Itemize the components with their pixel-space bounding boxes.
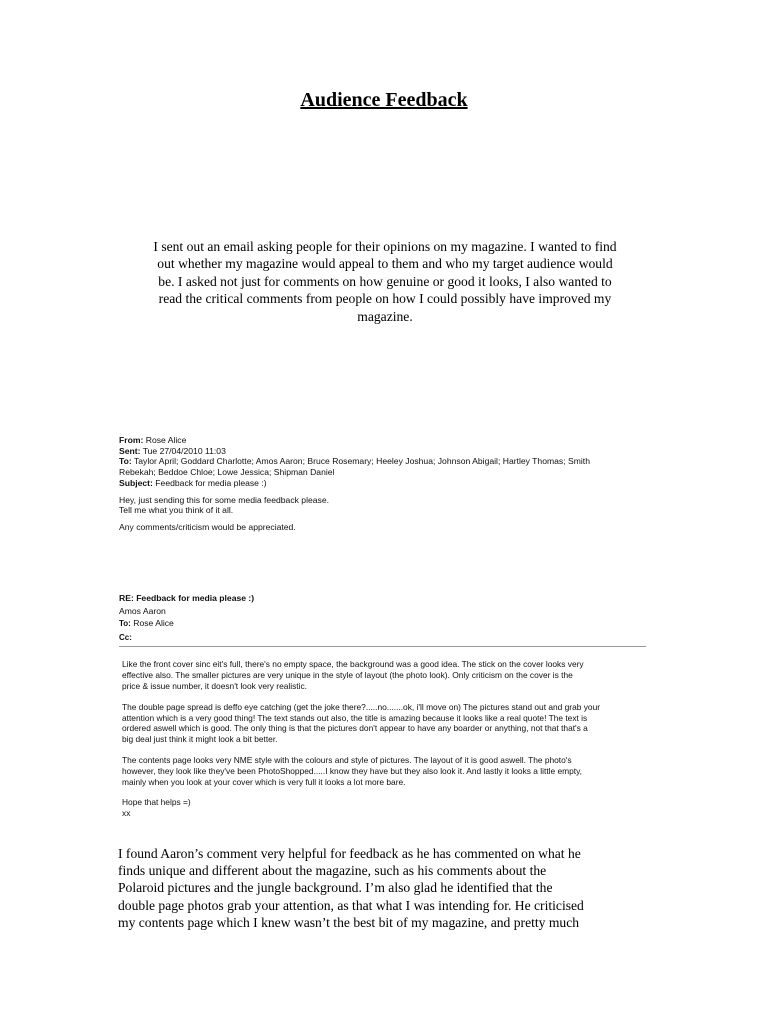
reply-line: effective also. The smaller pictures are very unique in the style of layout (the photo look). Only criticism on the cover is the: [122, 670, 573, 681]
intro-line: read the critical comments from people on how I could possibly have improved my: [158, 291, 612, 307]
intro-paragraph: [112, 238, 658, 325]
document-title: Audience Feedback: [300, 89, 468, 111]
email-subject-row: [119, 478, 659, 489]
reply-header-divider: [119, 646, 646, 647]
reply-line: The double page spread is deffo eye catching (get the joke there?.....no.......ok, i'll move on) The pictures stand out and grab your: [122, 701, 601, 712]
email-from-row: [119, 435, 659, 446]
email-original-screenshot: [119, 435, 659, 533]
email-sent-label: Sent:: [119, 445, 141, 456]
reply-line: however, they look like they've been PhotoShopped.....I know they have but they also look it. And lastly it looks a little empty,: [122, 765, 583, 776]
email-sent-row: [119, 446, 659, 457]
email-sent-value: Tue 27/04/2010 11:03: [142, 445, 226, 456]
email-from-value: Rose Alice: [145, 435, 187, 445]
email-from-label: From:: [119, 435, 144, 445]
reply-cc-label: Cc:: [119, 632, 132, 642]
intro-line: be. I asked not just for comments on how genuine or good it looks, I also wanted to: [158, 273, 612, 289]
reply-subject: RE: Feedback for media please :): [119, 593, 255, 603]
intro-line: magazine.: [357, 308, 413, 324]
reply-cc-row: [119, 631, 649, 645]
reply-signoff: Hope that helps =): [122, 797, 191, 808]
intro-line: I sent out an email asking people for their opinions on my magazine. I wanted to find: [153, 239, 617, 254]
reply-signoff: xx: [122, 808, 131, 819]
email-reply-screenshot: [119, 592, 649, 819]
email-body-closing: [119, 522, 659, 533]
email-body-line: Hey, just sending this for some media feedback please.: [119, 494, 330, 505]
reply-line: price & issue number, it doesn't look very realistic.: [122, 680, 307, 691]
analysis-line: double page photos grab your attention, as that what I was intending for. He criticised: [118, 897, 584, 913]
analysis-paragraph: [118, 845, 658, 931]
reply-line: big deal just think it might look a bit better.: [122, 734, 278, 745]
email-body: [119, 495, 659, 516]
reply-to-row: [119, 617, 649, 631]
reply-line: Like the front cover sinc eit's full, there's no empty space, the background was a good idea. The stick on the cover looks very: [122, 659, 584, 670]
reply-message: [122, 659, 649, 819]
reply-header: [119, 592, 649, 644]
email-subject-value: Feedback for media please :): [155, 477, 267, 488]
reply-line: ordered aswell which is good. The only thing is that the pictures don't appear to have any boarder or anything, not that that's a: [122, 723, 588, 734]
reply-to-value: Rose Alice: [133, 618, 174, 629]
email-to-label: To:: [119, 456, 132, 467]
reply-to-label: To:: [119, 619, 131, 629]
email-body-line: Tell me what you think of it all.: [119, 505, 234, 516]
analysis-line: I found Aaron’s comment very helpful for feedback as he has commented on what he: [118, 846, 581, 861]
email-to-row: [119, 456, 659, 467]
email-subject-label: Subject:: [119, 477, 153, 488]
reply-sender: Amos Aaron: [119, 605, 166, 616]
reply-line: The contents page looks very NME style with the colours and style of pictures. The layout of it is good aswell. The photo's: [122, 754, 572, 765]
intro-line: out whether my magazine would appeal to them and who my target audience would: [157, 256, 613, 272]
email-to-row-continued: Rebekah; Beddoe Chloe; Lowe Jessica; Shipman Daniel: [119, 467, 335, 478]
analysis-line: finds unique and different about the magazine, such as his comments about the: [118, 863, 547, 879]
email-to-value: Taylor April; Goddard Charlotte; Amos Aaron; Bruce Rosemary; Heeley Joshua; Johnson Abigail; Hartley Thomas; Smith: [133, 456, 590, 467]
reply-line: mainly when you look at your cover which is very full it looks a lot more bare.: [122, 776, 406, 787]
email-body-line: Any comments/criticism would be appreciated.: [119, 521, 296, 532]
analysis-line: my contents page which I knew wasn’t the best bit of my magazine, and pretty much: [118, 914, 580, 930]
analysis-line: Polaroid pictures and the jungle background. I’m also glad he identified that the: [118, 880, 553, 896]
reply-line: attention which is a very good thing! The text stands out also, the title is amazing because it looks like a real quote! The text is: [122, 712, 588, 723]
